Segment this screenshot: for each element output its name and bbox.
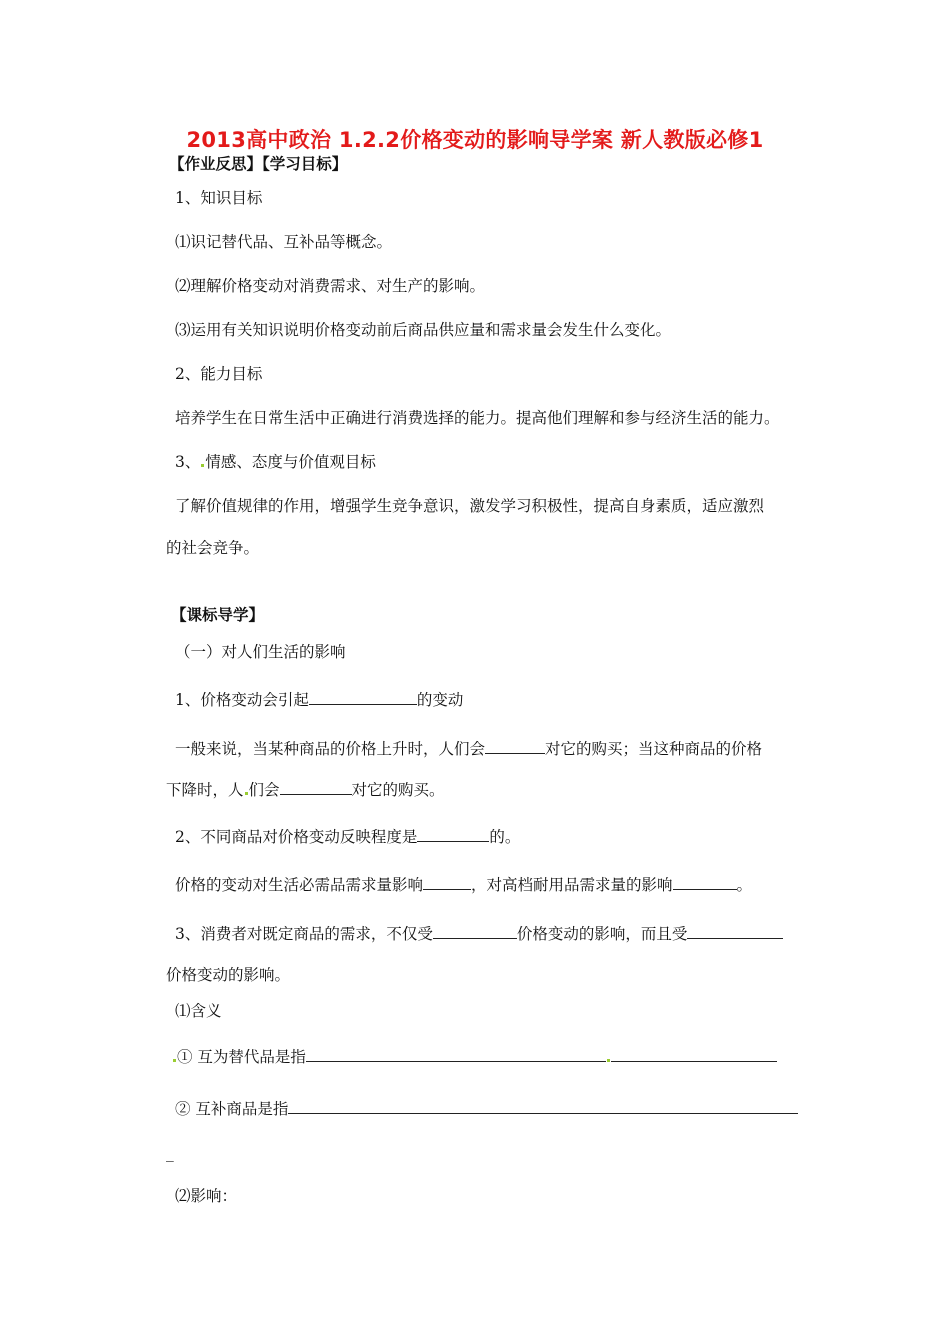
ability-goal-text: 培养学生在日常生活中正确进行消费选择的能力。提高他们理解和参与经济生活的能力。: [175, 409, 780, 427]
answer-blank[interactable]: [417, 827, 489, 842]
paragraph-1-text-a: 一般来说，当某种商品的价格上升时，人们会: [175, 740, 486, 758]
emotion-heading-text: 情感、态度与价值观目标: [205, 453, 376, 471]
answer-blank[interactable]: [433, 924, 517, 939]
knowledge-goal-heading: 1、知识目标: [175, 189, 263, 207]
emotion-goal-text-2: 的社会竞争。: [166, 539, 260, 557]
ability-goal-heading: 2、能力目标: [175, 365, 263, 383]
answer-blank[interactable]: [306, 1047, 606, 1062]
paragraph-1-line-1: [175, 738, 762, 760]
question-3-line-2: 价格变动的影响。: [166, 966, 291, 984]
marker-dot: [607, 1059, 610, 1062]
paragraph-1-text-e: 对它的购买。: [351, 781, 445, 799]
marker-dot: [173, 1059, 176, 1062]
complement-text: ② 互补商品是指: [175, 1100, 289, 1118]
question-2-text-b: 的。: [489, 828, 521, 846]
answer-blank[interactable]: [309, 690, 417, 705]
question-2: [175, 826, 520, 848]
emotion-heading-prefix: 3、: [175, 453, 201, 471]
paragraph-1-text-b: 对它的购买；当这种商品的价格: [545, 740, 763, 758]
knowledge-goal-3: ⑶运用有关知识说明价格变动前后商品供应量和需求量会发生什么变化。: [175, 321, 672, 339]
knowledge-goal-1: ⑴识记替代品、互补品等概念。: [175, 233, 393, 251]
emotion-goal-text-1: 了解价值规律的作用，增强学生竞争意识，激发学习积极性，提高自身素质，适应激烈: [175, 497, 765, 515]
question-3-text-a: 3、消费者对既定商品的需求，不仅受: [175, 925, 433, 943]
substitute-definition: [172, 1046, 777, 1068]
paragraph-1-text-d: 们会: [248, 781, 280, 799]
header-tags: 【作业反思】【学习目标】: [169, 155, 348, 173]
question-1: [175, 689, 463, 711]
question-3-text-b: 价格变动的影响，而且受: [516, 925, 688, 943]
question-2-text-a: 2、不同商品对价格变动反映程度是: [175, 828, 418, 846]
paragraph-2-text-c: 。: [736, 876, 753, 894]
complement-definition: [175, 1098, 798, 1120]
paragraph-1-text-c: 下降时，人: [166, 781, 244, 799]
answer-blank[interactable]: [611, 1047, 777, 1062]
paragraph-2-text-b: ，对高档耐用品需求量的影响: [471, 876, 673, 894]
effect-heading: ⑵影响：: [175, 1187, 238, 1205]
answer-blank[interactable]: [423, 875, 471, 890]
meaning-heading: ⑴含义: [175, 1002, 222, 1020]
answer-blank[interactable]: [485, 739, 545, 754]
marker-dot: [245, 792, 248, 795]
question-1-text-b: 的变动: [416, 691, 464, 709]
guide-heading: 【课标导学】: [171, 606, 265, 624]
answer-blank[interactable]: [673, 875, 737, 890]
question-1-text-a: 1、价格变动会引起: [175, 691, 309, 709]
guide-part-1: （一）对人们生活的影响: [175, 643, 346, 661]
paragraph-1-line-2: [166, 779, 445, 801]
knowledge-goal-2: ⑵理解价格变动对消费需求、对生产的影响。: [175, 277, 486, 295]
answer-blank[interactable]: [687, 924, 783, 939]
paragraph-2-text-a: 价格的变动对生活必需品需求量影响: [175, 876, 424, 894]
marker-dot: [201, 464, 204, 467]
document-title: 2013高中政治 1.2.2价格变动的影响导学案 新人教版必修1: [186, 128, 764, 152]
answer-blank[interactable]: [280, 780, 352, 795]
emotion-goal-heading: [175, 451, 376, 473]
question-3-line-1: [175, 923, 783, 945]
answer-blank[interactable]: [288, 1099, 798, 1114]
paragraph-2: [175, 874, 752, 896]
stray-underscore: _: [166, 1144, 174, 1162]
substitute-text: ① 互为替代品是指: [177, 1048, 306, 1066]
